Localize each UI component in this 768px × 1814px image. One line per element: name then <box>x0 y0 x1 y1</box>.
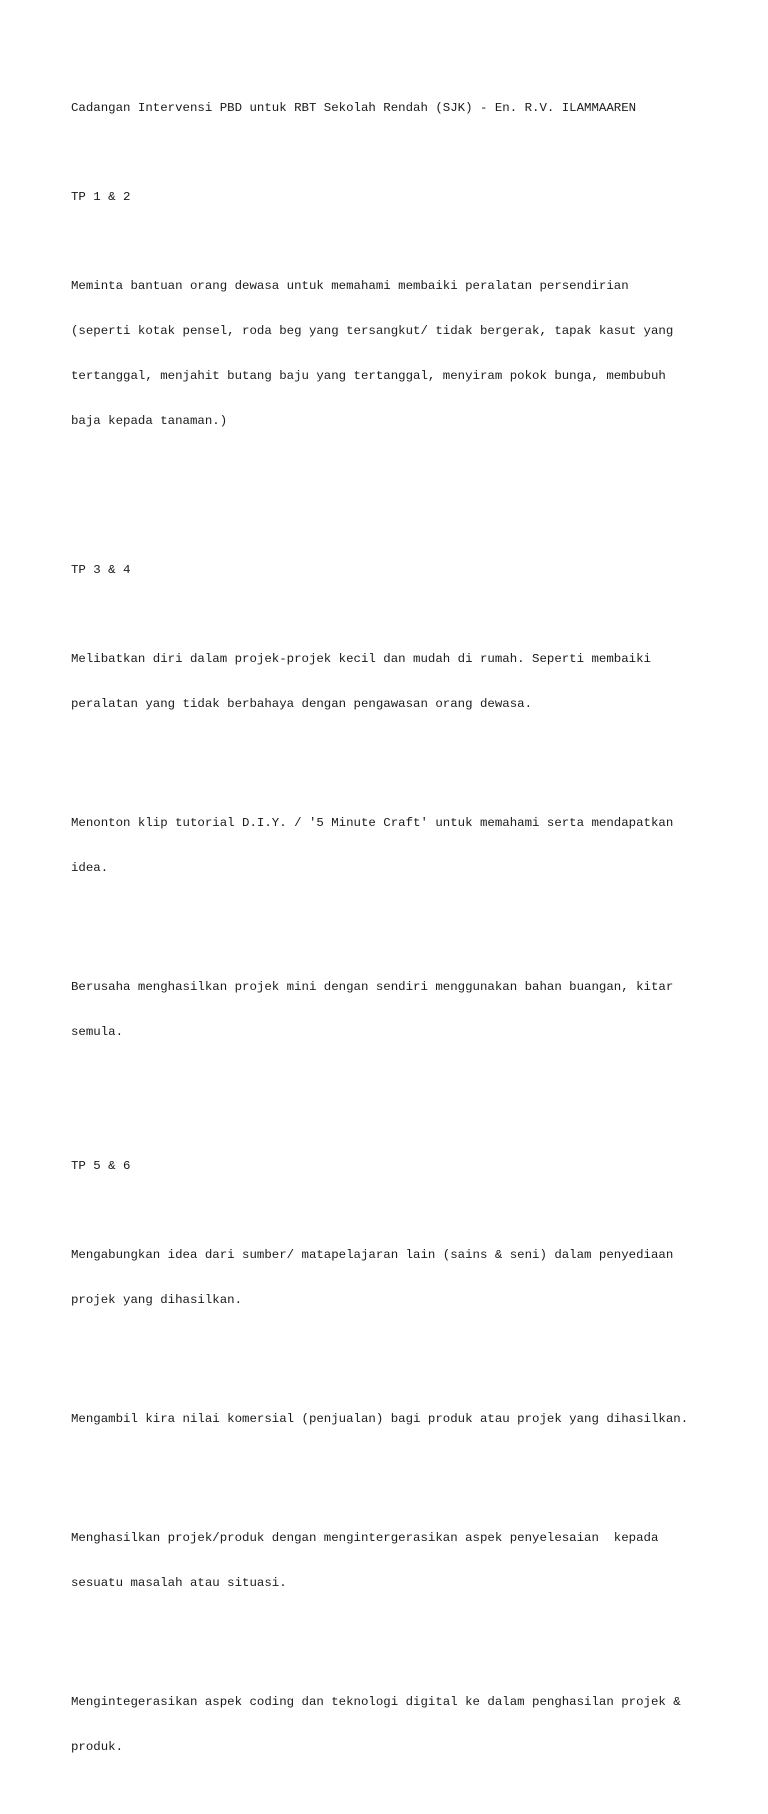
section-3-paragraph-4 <box>71 1665 711 1785</box>
section-2-paragraph-2 <box>71 786 711 906</box>
section-heading-tp1-2: TP 1 & 2 <box>71 190 131 204</box>
text-line: sesuatu masalah atau situasi. <box>71 1576 287 1590</box>
text-line: tertanggal, menjahit butang baju yang tertanggal, menyiram pokok bunga, membubuh <box>71 369 666 383</box>
text-line: peralatan yang tidak berbahaya dengan pengawasan orang dewasa. <box>71 697 533 711</box>
text-line: semula. <box>71 1025 124 1039</box>
text-line: Mengambil kira nilai komersial (penjualan) bagi produk atau projek yang dihasilkan. <box>71 1412 689 1426</box>
text-line: Berusaha menghasilkan projek mini dengan sendiri menggunakan bahan buangan, kitar <box>71 980 674 994</box>
section-3-paragraph-2 <box>71 1382 711 1457</box>
text-line: Meminta bantuan orang dewasa untuk memahami membaiki peralatan persendirian <box>71 279 629 293</box>
section-3-paragraph-1 <box>71 1218 711 1338</box>
section-2-paragraph-3 <box>71 950 711 1070</box>
section-3-paragraph-3 <box>71 1501 711 1621</box>
text-line: baja kepada tanaman.) <box>71 414 228 428</box>
text-line: Menghasilkan projek/produk dengan mengintergerasikan aspek penyelesaian kepada <box>71 1531 659 1545</box>
text-line: Mengabungkan idea dari sumber/ matapelajaran lain (sains & seni) dalam penyediaan <box>71 1248 674 1262</box>
text-line: Melibatkan diri dalam projek-projek kecil dan mudah di rumah. Seperti membaiki <box>71 652 651 666</box>
text-line: produk. <box>71 1740 124 1754</box>
text-line: (seperti kotak pensel, roda beg yang tersangkut/ tidak bergerak, tapak kasut yang <box>71 324 674 338</box>
section-heading-tp3-4: TP 3 & 4 <box>71 563 131 577</box>
section-1-paragraph-1 <box>71 249 711 459</box>
text-line: Mengintegerasikan aspek coding dan teknologi digital ke dalam penghasilan projek & <box>71 1695 681 1709</box>
text-line: projek yang dihasilkan. <box>71 1293 243 1307</box>
document-title: Cadangan Intervensi PBD untuk RBT Sekolah Rendah (SJK) - En. R.V. ILAMMAAREN <box>71 101 637 115</box>
text-line: idea. <box>71 861 109 875</box>
section-heading-tp5-6: TP 5 & 6 <box>71 1159 131 1173</box>
text-line: Menonton klip tutorial D.I.Y. / '5 Minute Craft' untuk memahami serta mendapatkan <box>71 816 674 830</box>
document-page <box>71 71 711 1814</box>
section-2-paragraph-1 <box>71 622 711 742</box>
